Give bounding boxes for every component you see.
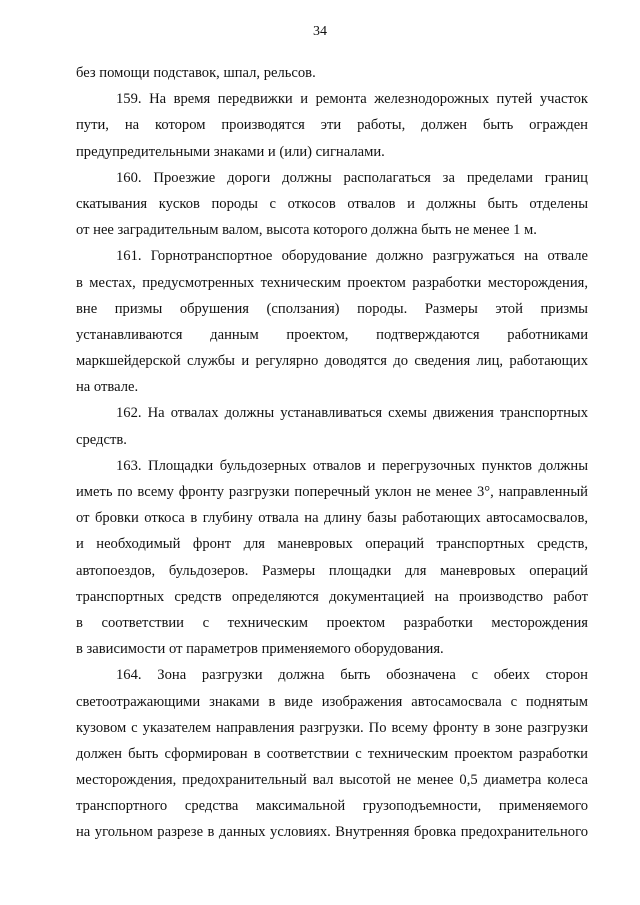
text-line: предупредительными знаками и (или) сигналами.	[76, 143, 385, 160]
text-line: пути, на котором производятся эти работы, должен быть огражден	[76, 117, 588, 134]
page-number: 34	[313, 24, 327, 39]
text-line: транспортных средств определяются документацией на производство работ	[76, 588, 588, 605]
text-line: в местах, предусмотренных техническим проектом разработки месторождения,	[76, 274, 588, 291]
text-line: 164. Зона разгрузки должна быть обозначена с обеих сторон	[116, 667, 588, 684]
text-line: скатывания кусков породы с откосов отвалов и должны быть отделены	[76, 195, 588, 212]
text-line: без помощи подставок, шпал, рельсов.	[76, 65, 316, 81]
text-line: от нее заградительным валом, высота которого должна быть не менее 1 м.	[76, 222, 537, 239]
text-line: кузовом с указателем направления разгрузки. По всему фронту в зоне разгрузки	[76, 719, 588, 736]
text-line: 162. На отвалах должны устанавливаться схемы движения транспортных	[116, 405, 588, 422]
text-line: в соответствии с техническим проектом разработки месторождения	[76, 614, 588, 631]
text-line: иметь по всему фронту разгрузки поперечный уклон не менее 3°, направленный	[76, 484, 588, 500]
text-line: маркшейдерской службы и регулярно доводятся до сведения лиц, работающих	[76, 353, 588, 370]
text-line: 160. Проезжие дороги должны располагаться за пределами границ	[116, 169, 588, 186]
text-line: 161. Горнотранспортное оборудование должно разгружаться на отвале	[116, 248, 588, 265]
text-line: устанавливаются данным проектом, подтверждаются работниками	[76, 326, 588, 343]
text-line: автопоездов, бульдозеров. Размеры площадки для маневровых операций	[76, 562, 588, 579]
text-line: должен быть сформирован в соответствии с техническим проектом разработки	[76, 745, 588, 762]
text-line: на угольном разрезе в данных условиях. Внутренняя бровка предохранительного	[76, 824, 588, 841]
text-line: 163. Площадки бульдозерных отвалов и перегрузочных пунктов должны	[116, 457, 588, 474]
text-line: от бровки откоса в глубину отвала на длину базы работающих автосамосвалов,	[76, 510, 588, 527]
text-line: транспортного средства максимальной грузоподъемности, применяемого	[76, 798, 588, 815]
text-line: вне призмы обрушения (сползания) породы. Размеры этой призмы	[76, 300, 588, 317]
text-line: светоотражающими знаками в виде изображения автосамосвала с поднятым	[76, 693, 588, 710]
text-line: и необходимый фронт для маневровых операций транспортных средств,	[76, 536, 588, 553]
text-line: на отвале.	[76, 379, 139, 396]
document-body	[76, 60, 588, 846]
text-line: средств.	[76, 431, 127, 448]
text-line: в зависимости от параметров применяемого оборудования.	[76, 641, 444, 658]
text-line: месторождения, предохранительный вал высотой не менее 0,5 диаметра колеса	[76, 772, 588, 789]
text-line: 159. На время передвижки и ремонта железнодорожных путей участок	[116, 91, 588, 108]
